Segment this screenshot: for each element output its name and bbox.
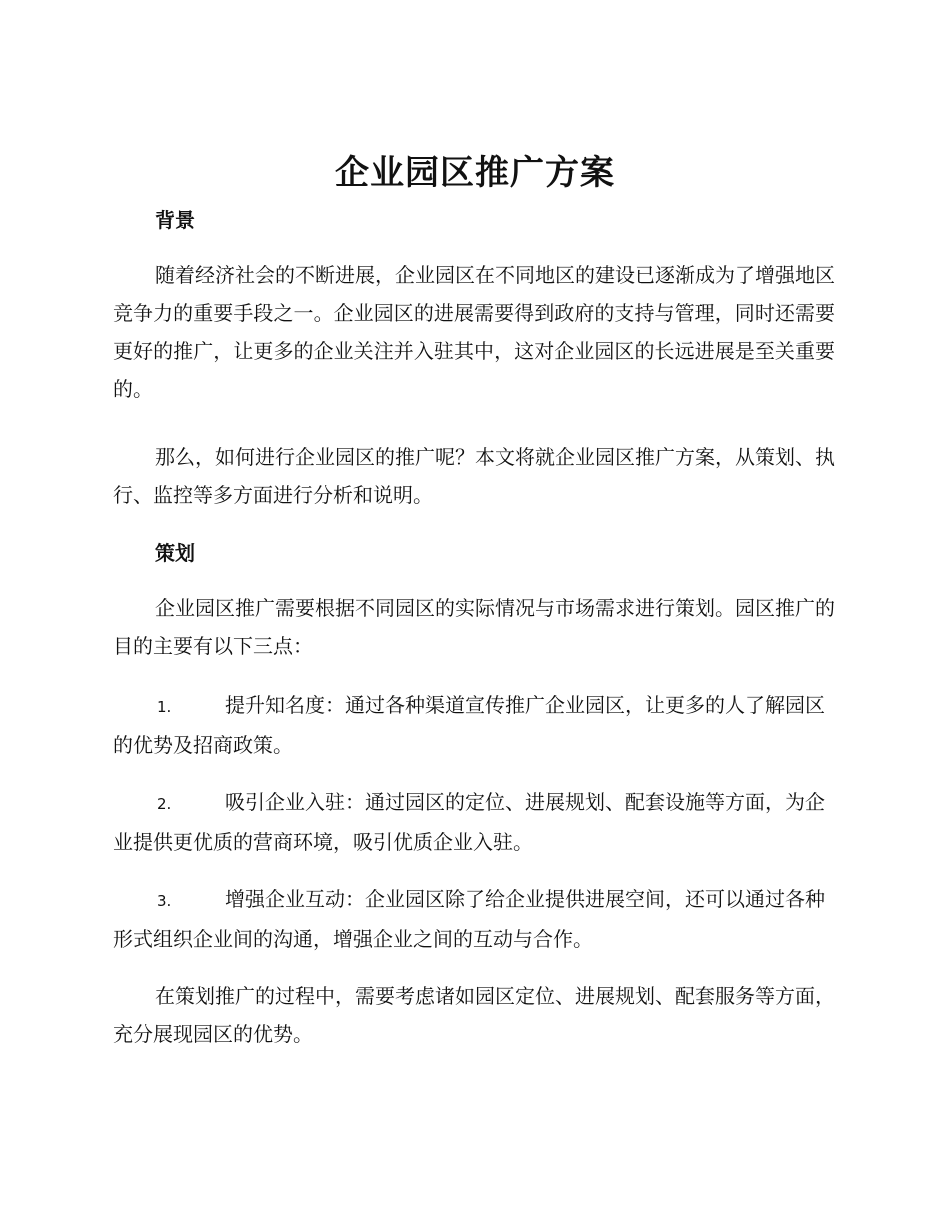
list-item-number: 2. xyxy=(157,795,172,813)
list-item xyxy=(113,880,835,958)
list-item xyxy=(113,783,835,861)
section-heading-planning: 策划 xyxy=(155,541,195,565)
list-item-text: 吸引企业入驻：通过园区的定位、进展规划、配套设施等方面，为企业提供更优质的营商环境，吸引优质企业入驻。 xyxy=(113,790,825,854)
document-title: 企业园区推广方案 xyxy=(335,153,615,193)
background-paragraph-2: 那么，如何进行企业园区的推广呢？本文将就企业园区推广方案，从策划、执行、监控等多方面进行分析和说明。 xyxy=(113,445,835,507)
planning-intro-paragraph: 企业园区推广需要根据不同园区的实际情况与市场需求进行策划。园区推广的目的主要有以下三点： xyxy=(113,596,835,658)
list-item-number: 1. xyxy=(157,698,172,716)
list-item-text: 增强企业互动：企业园区除了给企业提供进展空间，还可以通过各种形式组织企业间的沟通，增强企业之间的互动与合作。 xyxy=(113,887,825,951)
list-item-text: 提升知名度：通过各种渠道宣传推广企业园区，让更多的人了解园区的优势及招商政策。 xyxy=(113,693,825,757)
section-heading-background: 背景 xyxy=(155,208,195,232)
planning-closing-paragraph: 在策划推广的过程中，需要考虑诸如园区定位、进展规划、配套服务等方面，充分展现园区的优势。 xyxy=(113,984,835,1046)
background-paragraph-1: 随着经济社会的不断进展，企业园区在不同地区的建设已逐渐成为了增强地区竞争力的重要手段之一。企业园区的进展需要得到政府的支持与管理，同时还需要更好的推广，让更多的企业关注并入驻其中，这对企业园区的长远进展是至关重要的。 xyxy=(113,263,835,401)
list-item xyxy=(113,686,835,764)
list-item-number: 3. xyxy=(157,892,172,910)
